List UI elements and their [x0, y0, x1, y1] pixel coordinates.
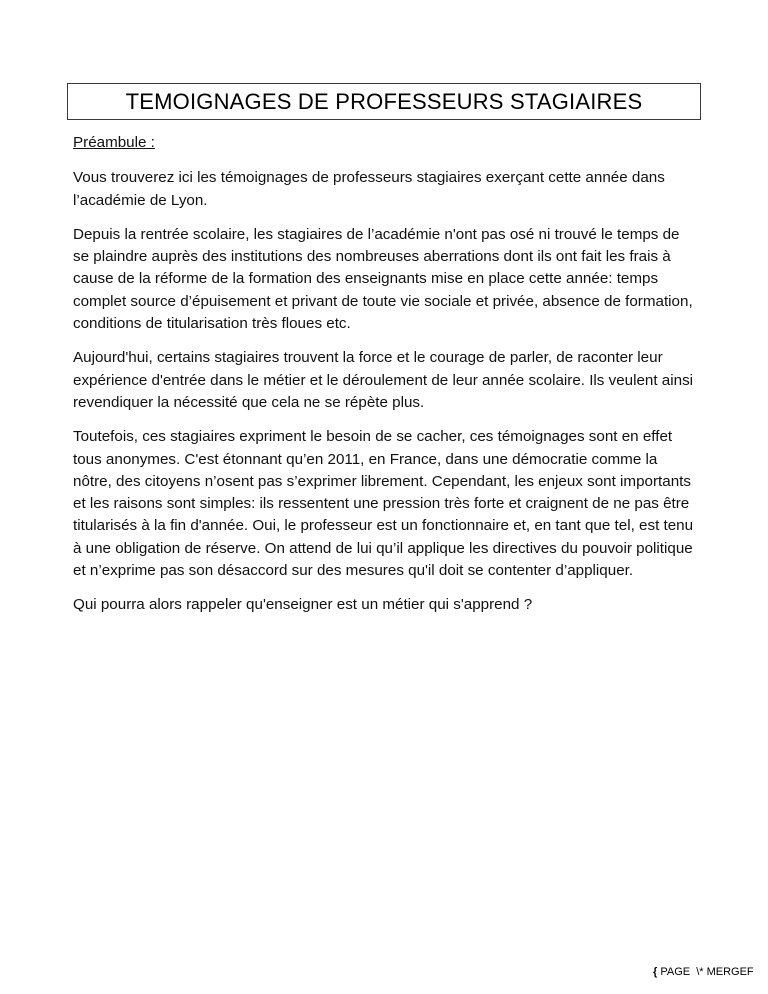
paragraph-closing-question: Qui pourra alors rappeler qu'enseigner est un métier qui s'apprend ?	[73, 596, 533, 614]
preamble-label: Préambule :	[73, 134, 155, 151]
document-body	[73, 132, 698, 629]
paragraph-intro: Vous trouverez ici les témoignages de professeurs stagiaires exerçant cette année dans l’académie de Lyon.	[73, 169, 665, 209]
title-box	[67, 83, 701, 120]
paragraph-context: Depuis la rentrée scolaire, les stagiaires de l’académie n'ont pas osé ni trouvé le temps de se plaindre auprès des institutions des nombreuses aberrations dont ils ont fait les frais à cause de la réforme de la formation des enseignants mise en place cette année: temps complet source d’épuisement et privant de toute vie sociale et privée, absence de formation, conditions de titularisation très floues etc.	[73, 225, 693, 333]
paragraph-testimony: Aujourd'hui, certains stagiaires trouvent la force et le courage de parler, de raconter leur expérience d'entrée dans le métier et le déroulement de leur année scolaire. Ils veulent ainsi revendiquer la nécessité que cela ne se répète plus.	[73, 349, 694, 411]
document-title: TEMOIGNAGES DE PROFESSEURS STAGIAIRES	[125, 88, 643, 114]
field-code: PAGE \* MERGEF	[657, 966, 754, 978]
field-brace: {	[653, 966, 658, 978]
page-number-field	[653, 966, 754, 978]
paragraph-anonymity: Toutefois, ces stagiaires expriment le besoin de se cacher, ces témoignages sont en effet tous anonymes. C'est étonnant qu’en 2011, en France, dans une démocratie comme la nôtre, des citoyens n’osent pas s’exprimer librement. Cependant, les enjeux sont importants et les raisons sont simples: ils ressentent une pression très forte et craignent de ne pas être titularisés à la fin d'année. Oui, le professeur est un fonctionnaire et, en tant que tel, est tenu à une obligation de réserve. On attend de lui qu’il applique les directives du pouvoir politique et n’exprime pas son désaccord sur des mesures qu'il doit se contenter d’appliquer.	[73, 428, 694, 580]
